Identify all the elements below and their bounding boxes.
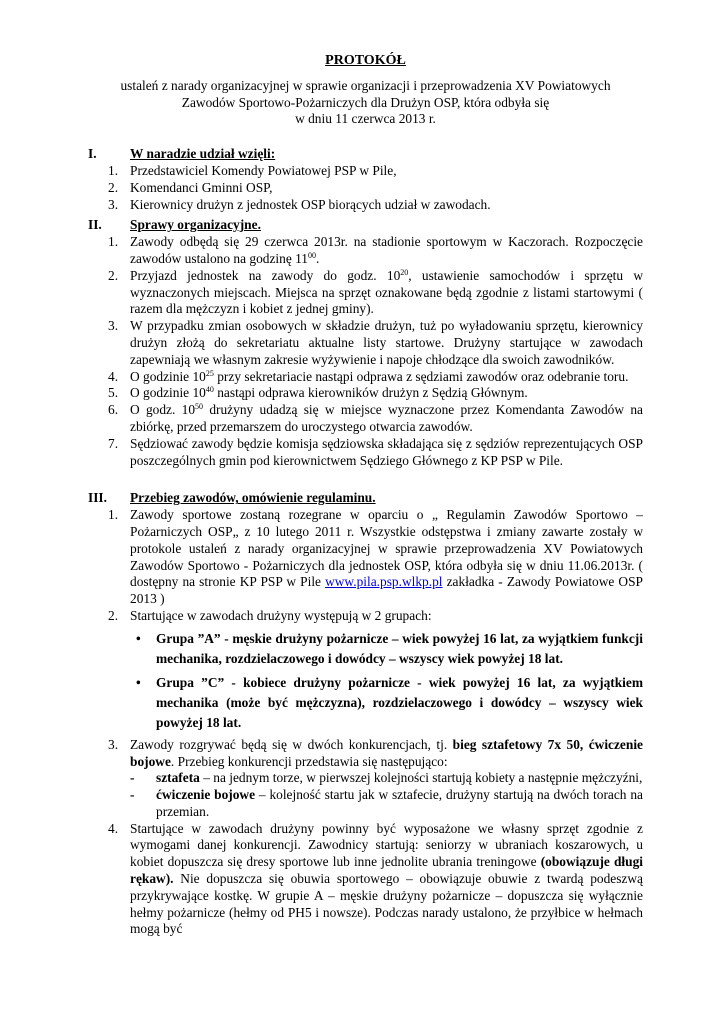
- group-bullet: • Grupa ”C” - kobiece drużyny pożarnicze - wiek powyżej 16 lat, za wyjątkiem mechanika (może być mężczyzna), rozdzielaczowego i dowódcy – wszyscy wiek powyżej 18 lat.: [130, 673, 643, 733]
- group-bullet: • Grupa ”A” - męskie drużyny pożarnicze – wiek powyżej 16 lat, za wyjątkiem funkcji mechanika, rozdzielaczowego i dowódcy – wszyscy wiek powyżej 18 lat.: [130, 629, 643, 669]
- competition-item: - sztafeta – na jednym torze, w pierwszej kolejności startują kobiety a następnie mężczyźni,: [130, 770, 643, 786]
- subtitle-line: Zawodów Sportowo-Pożarniczych dla Drużyn OSP, która odbyła się: [181, 94, 550, 110]
- section-3-heading: [88, 490, 643, 507]
- list-item: 3. Kierownicy drużyn z jednostek OSP biorących udział w zawodach.: [108, 196, 491, 212]
- list-item: 6. O godz. $10^{50}$ drużyny udadzą się w miejsce wyznaczone przez Komendanta Zawodów na zbiórkę, przed przemarszem do uroczystego otwarcia zawodów.: [108, 402, 643, 434]
- list-item: 1. Przedstawiciel Komendy Powiatowej PSP w Pile,: [108, 162, 397, 178]
- list-item: 2. Przyjazd jednostek na zawody do godz. $10^{20}$, ustawienie samochodów i sprzętu w wyznaczonych miejscach. Miejsca na sprzęt oznakowane będą zgodnie z listami startowymi ( razem dla mężczyzn i kobiet z jednej gminy).: [108, 267, 643, 317]
- section-number: I.: [88, 146, 97, 162]
- list-item: 3. W przypadku zmian osobowych w składzie drużyn, tuż po wyładowaniu sprzętu, kierownicy drużyn złożą do sekretariatu aktualne listy startowe. Drużyny startujące w zawodach zapewniają we własnym zakresie wyżywienie i napoje chłodzące dla swoich zawodników.: [108, 318, 643, 367]
- section-2-heading: [88, 217, 643, 234]
- list-item: 5. O godzinie $10^{40}$ nastąpi odprawa kierowników drużyn z Sędzią Głównym.: [108, 385, 528, 401]
- section-title: Przebieg zawodów, omówienie regulaminu.: [130, 490, 376, 506]
- section-title: W naradzie udział wzięli:: [130, 146, 276, 162]
- list-item: 2. Komendanci Gminni OSP,: [108, 179, 273, 195]
- competition-item: - ćwiczenie bojowe – kolejność startu jak w sztafecie, drużyny startują na dwóch torach na przemian.: [130, 787, 643, 819]
- document-title: PROTOKÓŁ: [325, 53, 406, 68]
- bullet-icon: •: [136, 674, 141, 690]
- list-item: 1. Zawody odbędą się 29 czerwca 2013r. na stadionie sportowym w Kaczorach. Rozpoczęcie zawodów ustalono na godzinę $11^{00}$.: [108, 234, 643, 266]
- list-item: 3. Zawody rozgrywać będą się w dwóch konkurencjach, tj. bieg sztafetowy 7x 50, ćwiczenie bojowe. Przebieg konkurencji przedstawia się następująco:: [108, 736, 643, 769]
- section-1-heading: [88, 146, 643, 163]
- section-number: II.: [88, 217, 102, 233]
- list-item: 4. O godzinie $10^{25}$ przy sekretariacie nastąpi odprawa z sędziami zawodów oraz odebranie toru.: [108, 368, 629, 384]
- bullet-icon: •: [136, 630, 141, 646]
- subtitle-line: ustaleń z narady organizacyjnej w sprawie organizacji i przeprowadzenia XV Powiatowych: [120, 77, 611, 93]
- list-item: 1. Zawody sportowe zostaną rozegrane w oparciu o „ Regulamin Zawodów Sportowo – Pożarniczych OSP„ z 10 lutego 2011 r. Wszystkie odstępstwa i zmiany zawarte zostały w protokole ustaleń z narady organizacyjnej w sprawie przeprowadzenia XV Powiatowych Zawodów Sportowo - Pożarniczych dla jednostek OSP, która odbyła się w dniu 11.06.2013r. ( dostępny na stronie KP PSP w Pile www.pila.psp.wlkp.pl zakładka - Zawody Powiatowe OSP 2013 ): [108, 507, 643, 607]
- website-link[interactable]: www.pila.psp.wlkp.pl: [325, 574, 443, 590]
- section-title: Sprawy organizacyjne.: [130, 217, 261, 233]
- subtitle-line: w dniu 11 czerwca 2013 r.: [295, 111, 436, 127]
- list-item: 4. Startujące w zawodach drużyny powinny być wyposażone we własny sprzęt zgodnie z wymogami danej konkurencji. Zawodnicy startują: seniorzy w ubraniach koszarowych, u kobiet dopuszcza się dresy sportowe lub inne jednolite ubrania treningowe (obowiązuje długi rękaw). Nie dopuszcza się obuwia sportowego – obowiązuje obuwie z twardą podeszwą przykrywające kostkę. W grupie A – męskie drużyny pożarnicze – dopuszcza się wyłącznie hełmy pożarnicze (hełmy od PH5 i nowsze). Podczas narady ustalono, że przyłbice w hełmach mogą być: [108, 820, 644, 937]
- list-item: 2. Startujące w zawodach drużyny występują w 2 grupach:: [108, 607, 432, 623]
- document-subtitle: [88, 78, 643, 128]
- section-number: III.: [88, 490, 107, 506]
- list-item: 7. Sędziować zawody będzie komisja sędziowska składająca się z sędziów reprezentujących OSP poszczególnych gmin pod kierownictwem Sędziego Głównego z KP PSP w Pile.: [108, 435, 643, 468]
